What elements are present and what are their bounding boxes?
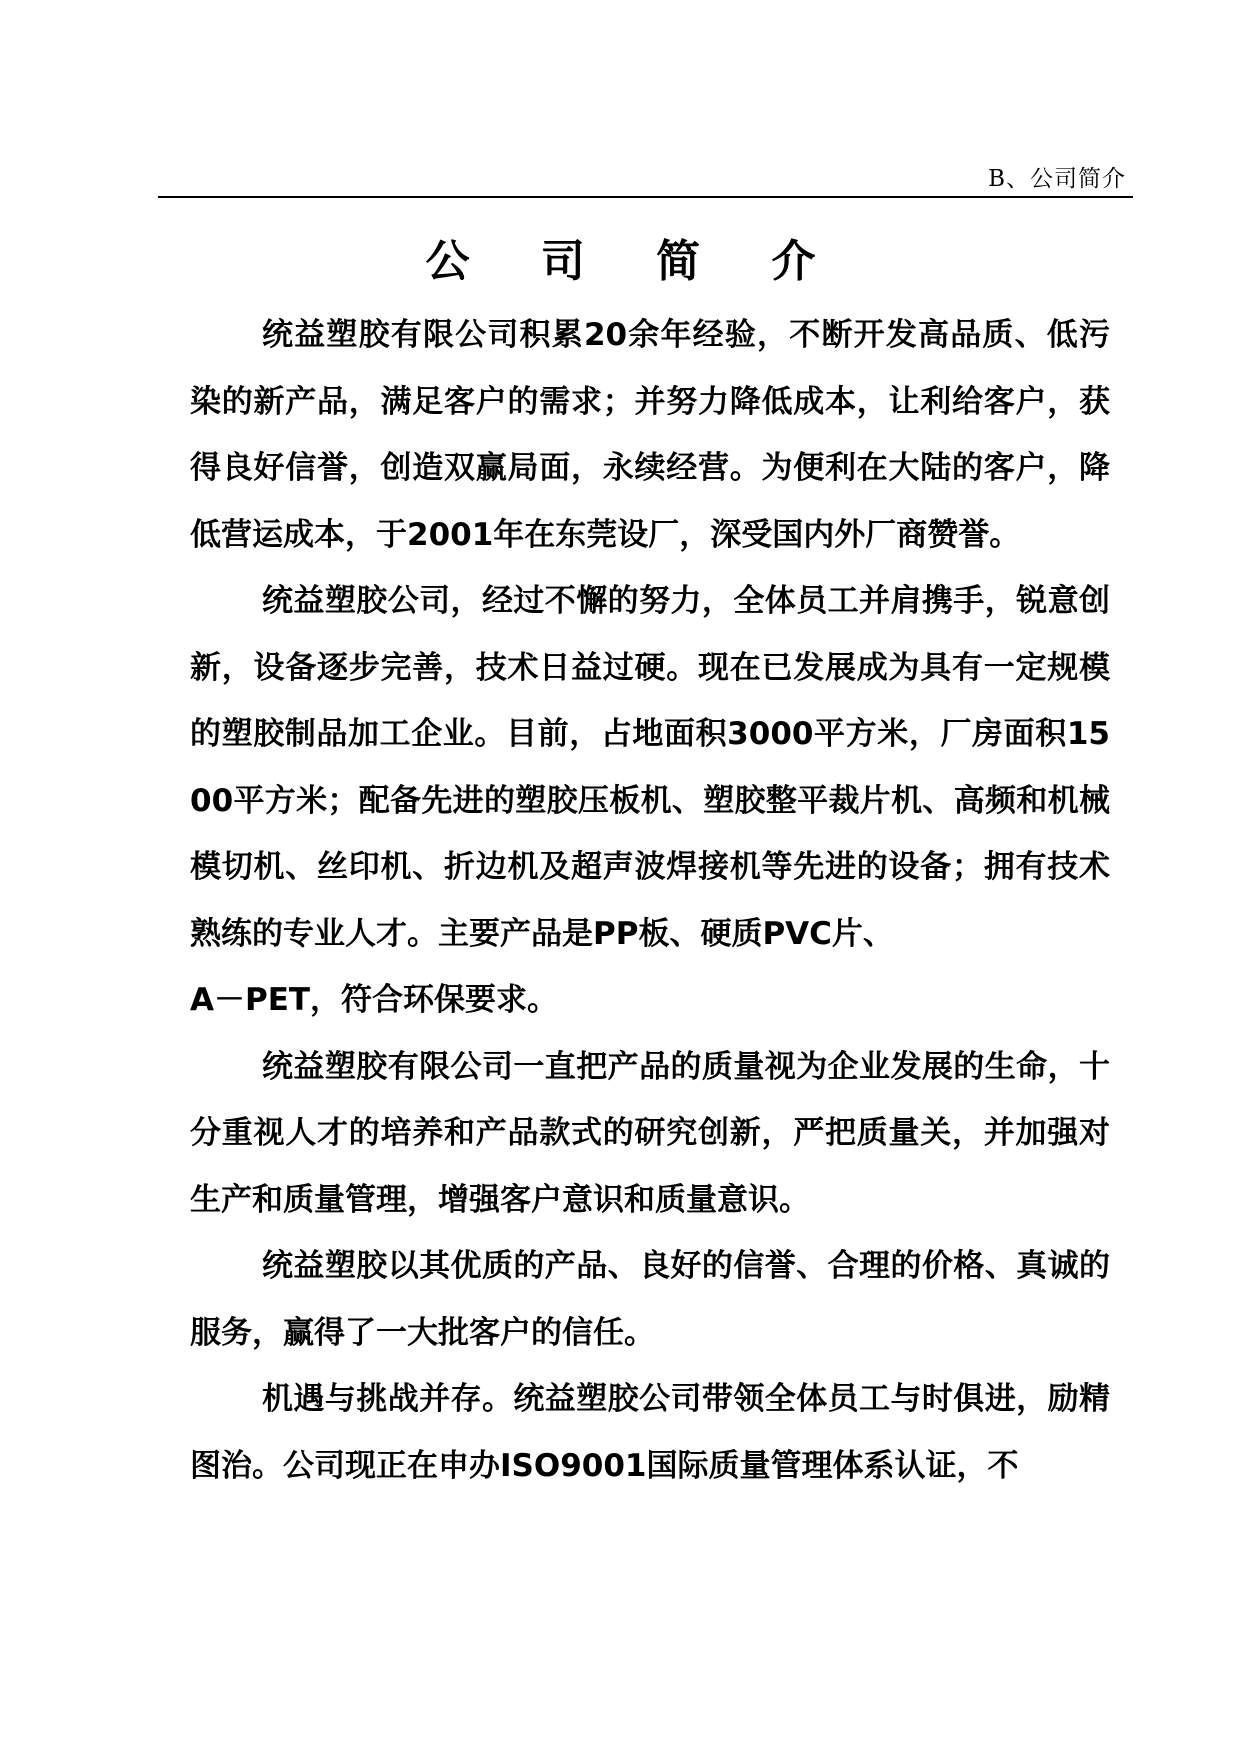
paragraph: 统益塑胶公司，经过不懈的努力，全体员工并肩携手，锐意创新，设备逐步完善，技术日益过硬。现在已发展成为具有一定规模的塑胶制品加工企业。目前，占地面积3000平方米，厂房面积1500平方米；配备先进的塑胶压板机、塑胶整平裁片机、高频和机械模切机、丝印机、折边机及超声波焊接机等先进的设备；拥有技术熟练的专业人才。主要产品是PP板、硬质PVC片、 [190, 583, 1110, 952]
title-char: 介 [771, 236, 816, 287]
paragraph: 机遇与挑战并存。统益塑胶公司带领全体员工与时俱进，励精图治。公司现正在申办ISO9001国际质量管理体系认证，不 [190, 1381, 1110, 1484]
title-char: 公 [425, 236, 470, 287]
paragraph: 统益塑胶有限公司积累20余年经验，不断开发高品质、低污染的新产品，满足客户的需求；并努力降低成本，让利给客户，获得良好信誉，创造双赢局面，永续经营。为便利在大陆的客户，降低营运成本，于2001年在东莞设厂，深受国内外厂商赞誉。 [190, 317, 1110, 553]
title-char: 简 [656, 236, 701, 287]
paragraph: A－PET，符合环保要求。 [190, 982, 559, 1018]
paragraph: 统益塑胶以其优质的产品、良好的信誉、合理的价格、真诚的服务，赢得了一大批客户的信任。 [190, 1248, 1110, 1351]
section-header-label: B、公司简介 [988, 166, 1126, 192]
document-body [190, 302, 1110, 1499]
title-char: 司 [540, 236, 585, 287]
paragraph: 统益塑胶有限公司一直把产品的质量视为企业发展的生命，十分重视人才的培养和产品款式的研究创新，严把质量关，并加强对生产和质量管理，增强客户意识和质量意识。 [190, 1048, 1110, 1218]
header-divider [158, 196, 1133, 198]
page-title [0, 230, 1241, 294]
